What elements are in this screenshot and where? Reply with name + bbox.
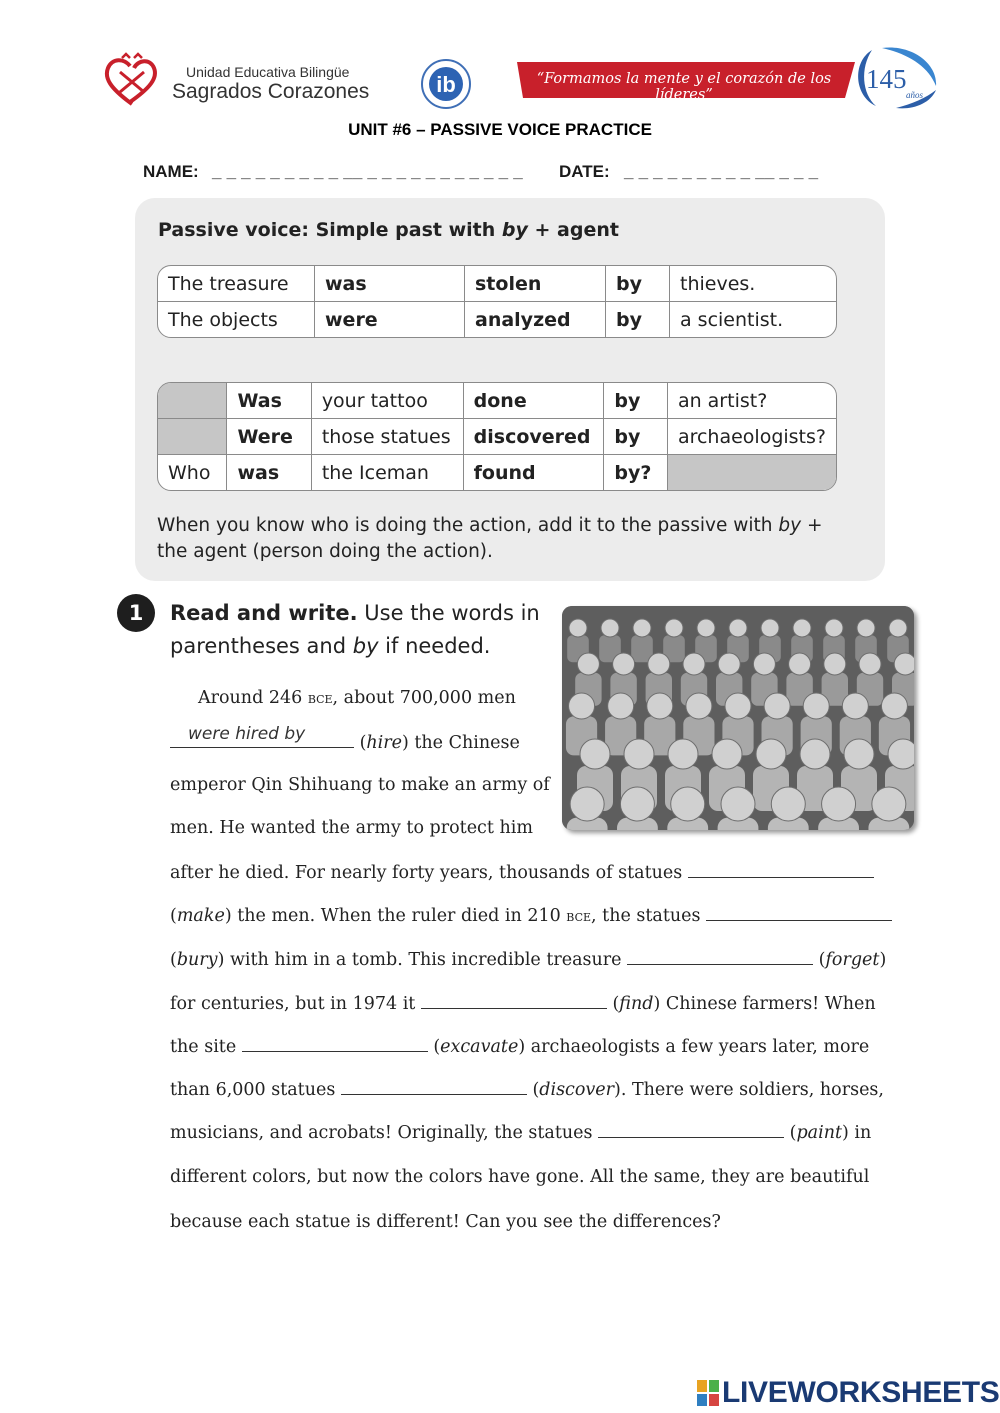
table-cell: thieves.	[670, 266, 836, 302]
statue-head	[712, 739, 742, 769]
ib-logo-text: ib	[436, 72, 456, 97]
table-cell: done	[464, 383, 605, 419]
text-line-9: the site (excavate) archaeologists a few years later, more	[170, 1037, 870, 1057]
text-line-3: emperor Qin Shihuang to make an army of	[170, 775, 550, 795]
statue-head	[569, 619, 587, 637]
statue-head	[668, 739, 698, 769]
verb-hint: find	[619, 994, 654, 1014]
text-line-5	[170, 861, 874, 883]
answer-blank-3[interactable]	[627, 948, 813, 965]
table-cell: an artist?	[668, 383, 836, 419]
text-fragment: the men. When the ruler died in 210	[231, 906, 567, 926]
table-cell: found	[464, 455, 605, 490]
statue-head	[844, 739, 874, 769]
table-cell: Was	[227, 383, 311, 419]
liveworksheets-icon	[697, 1375, 721, 1411]
text-line-2: (hire) the Chinese	[170, 731, 520, 753]
name-blank-field[interactable]: _ _ _ _ _ _ _ _ _ __ _ _ _ _ _ _ _ _ _ _ _	[212, 162, 523, 181]
answer-blank-4[interactable]	[421, 992, 607, 1009]
statue-head	[601, 619, 619, 637]
statue-head	[624, 739, 654, 769]
statue-head	[608, 693, 634, 719]
table-cell: archaeologists?	[668, 419, 836, 455]
statue-head	[881, 693, 907, 719]
text-line-6: (make) the men. When the ruler died in 210 bce, the statues	[170, 904, 892, 926]
instruction-bold: Read and write.	[170, 601, 358, 625]
name-label: NAME:	[143, 162, 199, 181]
text-fragment: the site	[170, 1037, 242, 1057]
grammar-table-statements	[157, 265, 837, 338]
table-cell: stolen	[465, 266, 606, 302]
text-fragment: Around 246	[198, 688, 308, 708]
table-cell: by	[606, 266, 670, 302]
answer-blank-1[interactable]	[688, 861, 874, 878]
statue-head	[570, 787, 604, 821]
anniversary-years-label: años	[906, 90, 924, 100]
text-fragment: than 6,000 statues	[170, 1080, 341, 1100]
text-fragment: for centuries, but in 1974 it	[170, 994, 421, 1014]
grammar-title-by: by	[501, 219, 528, 241]
grammar-note-post: + the agent (person doing the action).	[157, 515, 823, 562]
statue-head	[620, 787, 654, 821]
answer-blank-6[interactable]	[341, 1078, 527, 1095]
text-fragment: Chinese farmers! When	[660, 994, 876, 1014]
verb-hint: discover	[539, 1080, 615, 1100]
instruction-rest-2: if needed.	[378, 634, 491, 658]
table-cell: by?	[604, 455, 668, 490]
table-row	[158, 455, 836, 490]
text-fragment: musicians, and acrobats! Originally, the statues	[170, 1123, 599, 1143]
grammar-note-by: by	[778, 515, 802, 536]
statue-head	[888, 739, 914, 769]
text-fragment: bce	[566, 907, 592, 925]
statue-head	[872, 787, 906, 821]
grammar-note-pre: When you know who is doing the action, add it to the passive with	[157, 515, 779, 536]
table-cell-empty	[668, 455, 836, 490]
grammar-note	[157, 513, 857, 565]
verb-hint: excavate	[440, 1037, 519, 1057]
text-fragment: . There were soldiers, horses,	[620, 1080, 884, 1100]
text-line-1	[198, 688, 516, 708]
statue-head	[824, 653, 846, 675]
example-answer-handwritten: were hired by	[188, 724, 306, 744]
statue-head	[697, 619, 715, 637]
table-cell: by	[606, 302, 670, 337]
statue-head	[721, 787, 755, 821]
text-fragment: , about 700,000 men	[332, 688, 516, 708]
table-cell: The treasure	[158, 266, 315, 302]
statue-head	[800, 739, 830, 769]
statue-head	[764, 693, 790, 719]
text-fragment: the Chinese	[408, 733, 520, 753]
statue-head	[822, 787, 856, 821]
statue-head	[857, 619, 875, 637]
answer-blank-7[interactable]	[598, 1121, 784, 1138]
table-cell: your tattoo	[312, 383, 464, 419]
statue-head	[842, 693, 868, 719]
table-cell: discovered	[464, 419, 605, 455]
statue-head	[665, 619, 683, 637]
text-line-10: than 6,000 statues (discover). There were soldiers, horses,	[170, 1080, 884, 1100]
statue-head	[683, 653, 705, 675]
statue-head	[686, 693, 712, 719]
table-cell-empty	[158, 383, 227, 419]
text-fragment: bce	[307, 689, 333, 707]
statue-head	[859, 653, 881, 675]
text-line-7: (bury) with him in a tomb. This incredible treasure (forget)	[170, 950, 887, 970]
text-fragment: after he died. For nearly forty years, thousands of statues	[170, 863, 688, 883]
text-line-11: musicians, and acrobats! Originally, the statues (paint) in	[170, 1123, 872, 1143]
verb-hint: make	[176, 906, 225, 926]
grammar-table-questions	[157, 382, 837, 491]
statue-head	[718, 653, 740, 675]
school-name-line2: Sagrados Corazones	[172, 80, 370, 103]
table-cell: was	[227, 455, 311, 490]
statue-head	[789, 653, 811, 675]
statue-head	[580, 739, 610, 769]
table-row	[158, 302, 836, 337]
statue-head	[613, 653, 635, 675]
answer-blank-2[interactable]	[706, 904, 892, 921]
statue-head	[825, 619, 843, 637]
statue-head	[803, 693, 829, 719]
table-cell: was	[315, 266, 465, 302]
table-cell-empty	[158, 419, 227, 455]
school-heart-logo	[100, 52, 164, 110]
text-line-4: men. He wanted the army to protect him	[170, 818, 533, 838]
verb-hint: forget	[825, 950, 880, 970]
statue-head	[793, 619, 811, 637]
ib-logo	[416, 58, 476, 110]
statue-head	[648, 653, 670, 675]
exercise-instruction	[170, 597, 550, 663]
page-title: UNIT #6 – PASSIVE VOICE PRACTICE	[348, 120, 652, 139]
statue-head	[889, 619, 907, 637]
statue-head	[647, 693, 673, 719]
table-cell: analyzed	[465, 302, 606, 337]
instruction-rest-1: Use the words in parentheses and	[170, 601, 540, 658]
text-line-13: because each statue is different! Can you see the differences?	[170, 1212, 721, 1232]
statue-head	[671, 787, 705, 821]
text-fragment: with him in a tomb. This incredible treasure	[224, 950, 628, 970]
grammar-title-post: + agent	[527, 219, 619, 241]
table-cell: The objects	[158, 302, 315, 337]
table-cell: a scientist.	[680, 308, 784, 331]
statue-head	[633, 619, 651, 637]
statue-head	[577, 653, 599, 675]
statue-head	[569, 693, 595, 719]
table-cell: were	[315, 302, 465, 337]
statue-head	[771, 787, 805, 821]
liveworksheets-brand: LIVEWORKSHEETS	[722, 1376, 1000, 1409]
verb-hint: bury	[176, 950, 218, 970]
table-cell: those statues	[312, 419, 464, 455]
terracotta-army-photo	[562, 606, 914, 830]
date-blank-field[interactable]: _ _ _ _ _ _ _ _ _ __ _ _ _	[624, 162, 819, 181]
table-cell: by	[604, 419, 668, 455]
text-fragment: in	[848, 1123, 872, 1143]
text-fragment: archaeologists a few years later, more	[525, 1037, 870, 1057]
statue-head	[729, 619, 747, 637]
table-cell: Were	[227, 419, 311, 455]
statue-head	[756, 739, 786, 769]
anniversary-number: 145	[866, 64, 907, 94]
verb-hint: hire	[366, 733, 402, 753]
statue-head	[725, 693, 751, 719]
table-cell: by	[604, 383, 668, 419]
instruction-by: by	[352, 634, 379, 658]
table-row	[158, 383, 836, 419]
motto-text: “Formamos la mente y el corazón de los líderes”	[536, 71, 832, 103]
text-line-8: for centuries, but in 1974 it (find) Chinese farmers! When	[170, 994, 876, 1014]
grammar-title	[158, 219, 619, 241]
grammar-title-pre: Passive voice: Simple past with	[158, 219, 502, 241]
date-label: DATE:	[559, 162, 610, 181]
school-name-line1: Unidad Educativa Bilingüe	[186, 64, 350, 80]
text-line-12: different colors, but now the colors have gone. All the same, they are beautiful	[170, 1167, 870, 1187]
table-row	[158, 419, 836, 455]
table-row	[158, 266, 836, 302]
statue-head	[761, 619, 779, 637]
statue-head	[894, 653, 914, 675]
answer-blank-5[interactable]	[242, 1035, 428, 1052]
table-cell: the Iceman	[312, 455, 464, 490]
verb-hint: paint	[796, 1123, 843, 1143]
text-fragment: , the statues	[591, 906, 707, 926]
table-cell: Who	[158, 455, 227, 490]
statue-head	[753, 653, 775, 675]
exercise-number-badge: 1	[117, 594, 155, 632]
